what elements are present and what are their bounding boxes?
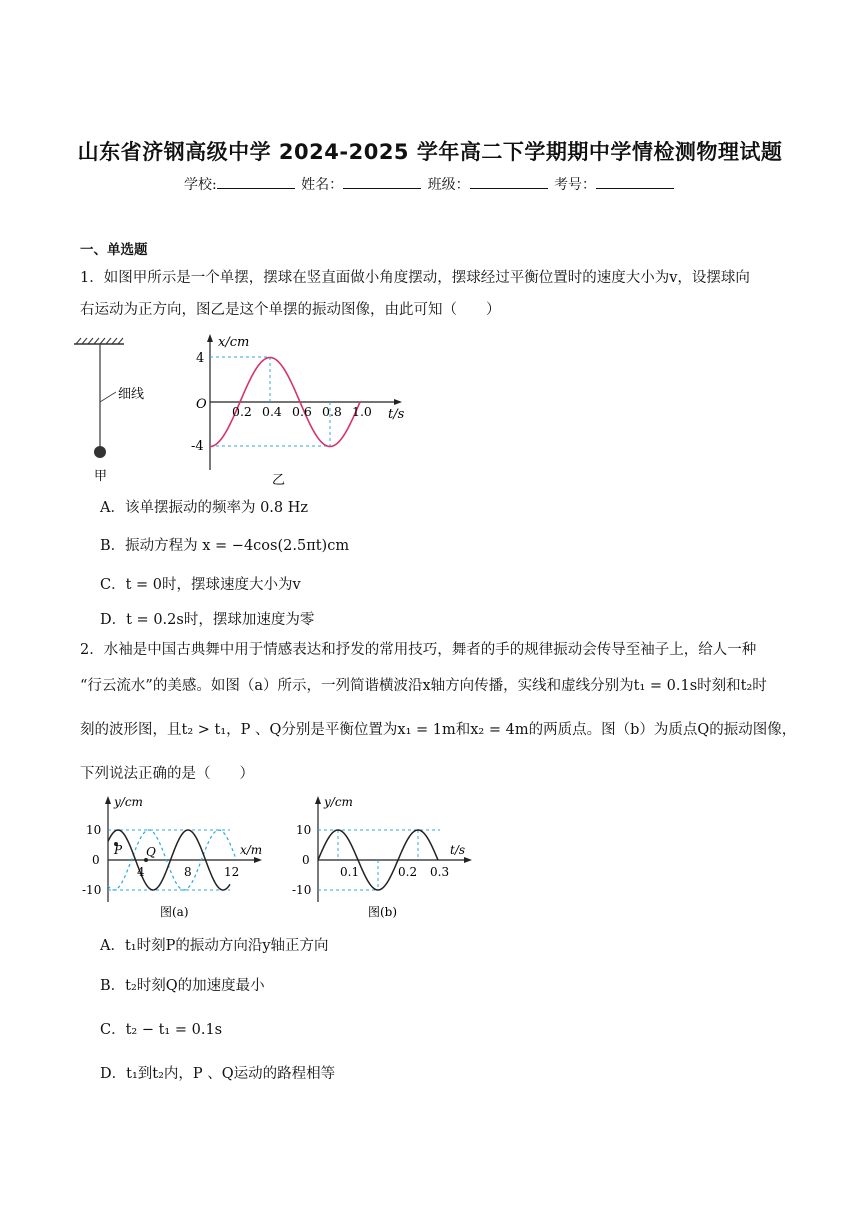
q1-option-d[interactable]: D．t = 0.2s时，摆球加速度为零 [100, 612, 315, 628]
point-p-label: P [114, 843, 123, 857]
y-axis-label: x/cm [218, 335, 250, 350]
fig-a-x-label: x/m [240, 843, 263, 857]
q2-stem-line2: “行云流水”的美感。如图（a）所示，一列简谐横波沿x轴方向传播，实线和虚线分别为t₁ = 0.1s时刻和t₂时 [80, 678, 767, 694]
fig-a-y-tick-10: 10 [86, 823, 102, 837]
q1-figure-xt-graph [188, 332, 418, 492]
q1-stem-line2: 右运动为正方向，图乙是这个单摆的振动图像，由此可知（ ） [80, 302, 501, 318]
fig-yi-caption: 乙 [272, 473, 286, 488]
class-label: 班级： [427, 177, 470, 193]
x-tick-0.2: 0.2 [232, 404, 252, 419]
q2-option-a[interactable]: A．t₁时刻P的振动方向沿y轴正方向 [100, 938, 329, 954]
fig-a-y-tick-0: 0 [92, 853, 100, 867]
x-tick-0.4: 0.4 [262, 404, 282, 419]
fig-b-x-label: t/s [450, 843, 466, 857]
school-blank[interactable] [217, 176, 295, 189]
school-label: 学校: [183, 177, 217, 193]
fig-b-x-tick-0.1: 0.1 [340, 865, 360, 879]
q2-stem-line1: 2．水袖是中国古典舞中用于情感表达和抒发的常用技巧，舞者的手的规律振动会传导至袖子上，给人一种 [80, 642, 757, 658]
q2-figure-a-waveform [80, 792, 280, 922]
x-tick-1.0: 1.0 [352, 404, 372, 419]
q1-stem-line1: 1．如图甲所示是一个单摆，摆球在竖直面做小角度摆动，摆球经过平衡位置时的速度大小为v，设摆球向 [80, 270, 750, 286]
fig-b-x-tick-0.3: 0.3 [430, 865, 450, 879]
fig-b-x-arrow [464, 857, 472, 863]
ceiling-hatching [76, 338, 123, 344]
fig-b-y-tick-0: 0 [302, 853, 310, 867]
section-title: 一、单选题 [80, 242, 148, 258]
x-axis-arrow [394, 399, 402, 405]
fig-b-x-tick-0.2: 0.2 [398, 865, 418, 879]
fig-a-x-arrow [254, 857, 262, 863]
fig-a-x-tick-12: 12 [224, 865, 240, 879]
fig-b-caption: 图(b) [368, 905, 398, 919]
q2-option-d[interactable]: D．t₁到t₂内，P 、Q运动的路程相等 [100, 1066, 336, 1082]
string-pointer-line [100, 392, 116, 402]
fig-b-y-tick-10: 10 [296, 823, 312, 837]
name-label: 姓名： [301, 177, 344, 193]
fig-jia-caption: 甲 [94, 469, 108, 484]
q2-stem-line4: 下列说法正确的是（ ） [80, 766, 254, 782]
fig-b-y-label: y/cm [324, 795, 353, 809]
q2-stem-line3: 刻的波形图，且t₂ > t₁，P 、Q分别是平衡位置为x₁ = 1m和x₂ = 4m的两质点。图（b）为质点Q的振动图像， [80, 722, 797, 738]
q1-option-a[interactable]: A．该单摆振动的频率为 0.8 Hz [100, 500, 309, 516]
q1-figure-pendulum [72, 336, 145, 486]
q2-option-b[interactable]: B．t₂时刻Q的加速度最小 [100, 978, 265, 994]
student-info-fields [0, 174, 860, 194]
x-tick-0.8: 0.8 [322, 404, 342, 419]
q1-option-c[interactable]: C．t = 0时，摆球速度大小为v [100, 577, 301, 593]
y-tick-4: 4 [196, 351, 205, 366]
q2-figure-b-vibration [292, 792, 482, 922]
name-blank[interactable] [343, 176, 421, 189]
y-axis-arrow [207, 334, 213, 342]
exam-number-label: 考号： [554, 177, 597, 193]
fig-a-caption: 图(a) [160, 905, 189, 919]
fig-a-y-label: y/cm [114, 795, 143, 809]
y-tick-neg4: -4 [191, 439, 204, 454]
fig-a-y-tick-neg10: -10 [82, 883, 102, 897]
fig-a-y-arrow [105, 796, 111, 804]
fig-a-x-tick-4: 4 [137, 865, 145, 879]
q1-option-b[interactable]: B．振动方程为 x = −4cos(2.5πt)cm [100, 538, 350, 554]
fig-b-y-tick-neg10: -10 [292, 883, 312, 897]
origin-label: O [196, 397, 207, 412]
pendulum-bob [94, 446, 106, 458]
point-q-label: Q [146, 845, 156, 859]
q2-option-c[interactable]: C．t₂ − t₁ = 0.1s [100, 1022, 223, 1038]
exam-number-blank[interactable] [596, 176, 674, 189]
page-title: 山东省济钢高级中学 2024-2025 学年高二下学期期中学情检测物理试题 [77, 140, 783, 164]
fig-b-y-arrow [315, 796, 321, 804]
x-tick-0.6: 0.6 [292, 404, 312, 419]
fig-a-x-tick-8: 8 [184, 865, 192, 879]
class-blank[interactable] [470, 176, 548, 189]
x-axis-label: t/s [388, 407, 405, 422]
string-label: 细线 [118, 387, 145, 402]
